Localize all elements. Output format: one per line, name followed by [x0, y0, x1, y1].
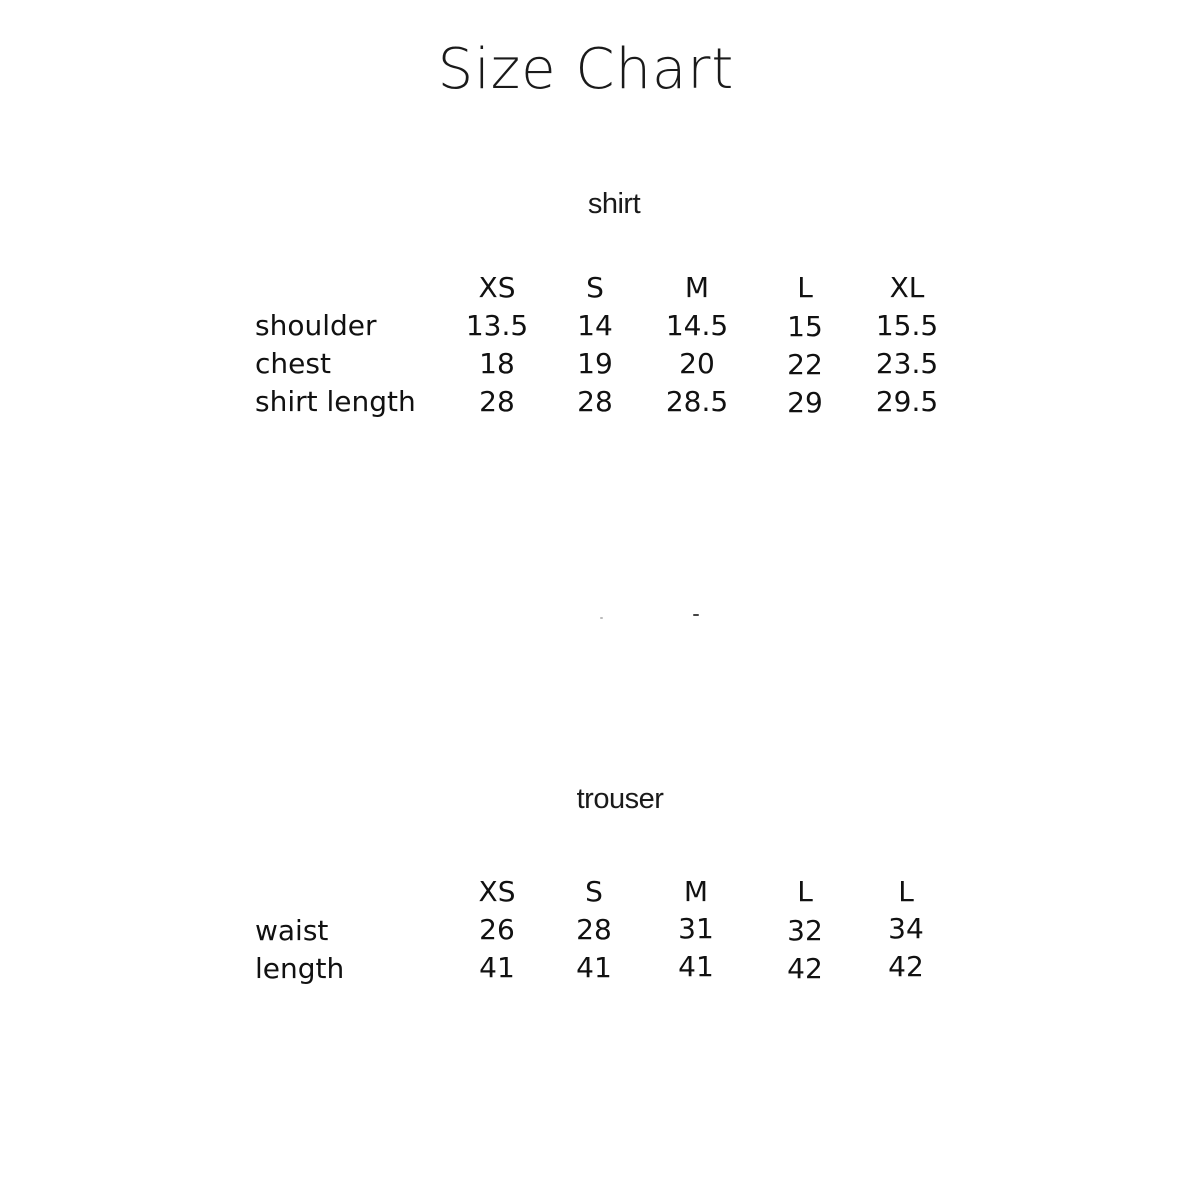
- trouser-table-cell: 41: [678, 950, 714, 983]
- shirt-row-label-shoulder: shoulder: [255, 309, 377, 342]
- shirt-table-cell: 15.5: [875, 309, 939, 342]
- trouser-table-cell: 42: [888, 950, 924, 983]
- shirt-section-title: shirt: [587, 188, 641, 220]
- trouser-table-cell: 42: [787, 952, 823, 985]
- shirt-table-cell: 29: [787, 386, 823, 419]
- trouser-table-cell: 28: [576, 913, 612, 946]
- shirt-table-cell: 14.5: [665, 309, 729, 342]
- shirt-table-cell: 19: [577, 347, 613, 380]
- shirt-table-cell: 29.5: [875, 385, 939, 418]
- trouser-size-header: L: [898, 875, 914, 908]
- trouser-table-cell: 31: [678, 912, 714, 945]
- shirt-size-header: M: [684, 271, 710, 304]
- shirt-table-cell: 28: [479, 385, 515, 418]
- shirt-table-cell: 15: [787, 310, 823, 343]
- stray-mark: [600, 617, 603, 619]
- shirt-size-header: S: [586, 271, 604, 304]
- shirt-row-label-shirt-length: shirt length: [255, 385, 416, 418]
- shirt-row-label-chest: chest: [255, 347, 331, 380]
- trouser-table-cell: 32: [787, 914, 823, 947]
- shirt-table-cell: 23.5: [875, 347, 939, 380]
- trouser-section-title: trouser: [576, 783, 664, 815]
- trouser-row-label-waist: waist: [255, 914, 329, 947]
- shirt-table-cell: 28.5: [665, 385, 729, 418]
- trouser-size-header: M: [683, 875, 709, 908]
- shirt-table-cell: 28: [577, 385, 613, 418]
- shirt-size-header: XS: [478, 271, 516, 304]
- trouser-row-label-length: length: [255, 952, 345, 985]
- page-title: Size Chart: [437, 37, 735, 102]
- shirt-table-cell: 18: [479, 347, 515, 380]
- trouser-size-header: XS: [478, 875, 516, 908]
- shirt-table-cell: 14: [577, 309, 613, 342]
- trouser-size-header: L: [797, 875, 813, 908]
- shirt-table-cell: 22: [787, 348, 823, 381]
- shirt-table-cell: 13.5: [465, 309, 529, 342]
- trouser-table-cell: 26: [479, 913, 515, 946]
- shirt-size-header: XL: [889, 271, 925, 304]
- trouser-table-cell: 41: [576, 951, 612, 984]
- stray-mark: [693, 614, 699, 616]
- shirt-table-cell: 20: [679, 347, 715, 380]
- trouser-size-header: S: [585, 875, 603, 908]
- shirt-size-header: L: [797, 271, 813, 304]
- trouser-table-cell: 34: [888, 912, 924, 945]
- trouser-table-cell: 41: [479, 951, 515, 984]
